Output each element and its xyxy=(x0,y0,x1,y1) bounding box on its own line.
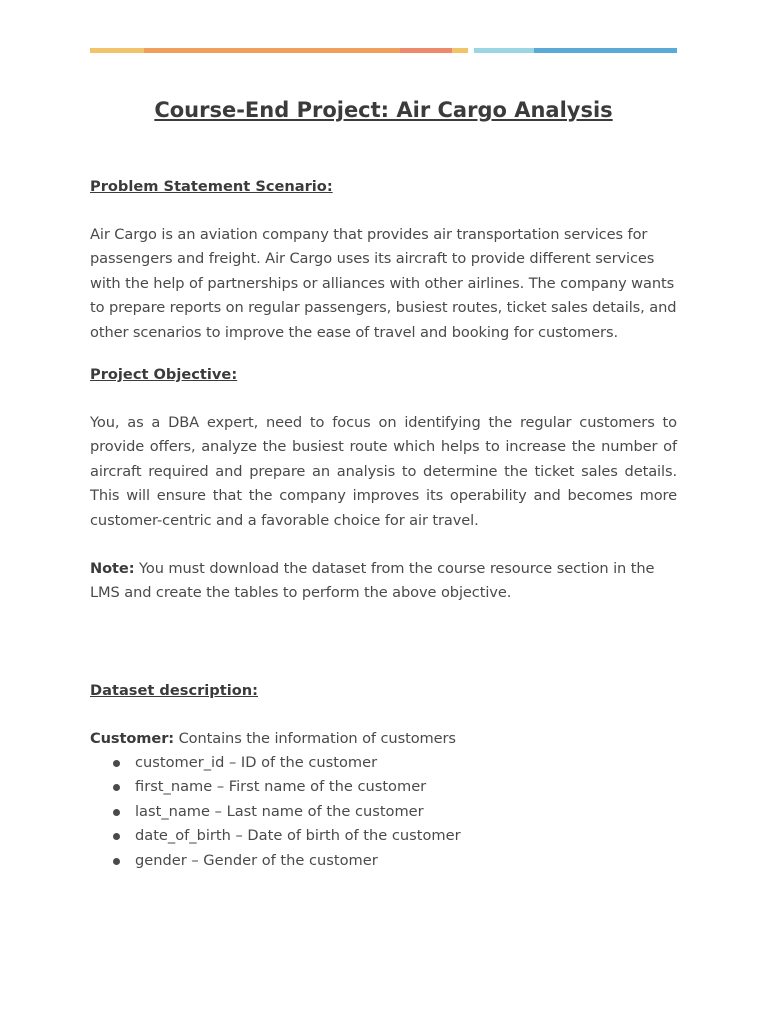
list-item xyxy=(90,824,461,848)
header-bar-segment-2 xyxy=(144,48,400,53)
header-bar-segment-3 xyxy=(400,48,452,53)
customer-attribute-list xyxy=(90,751,461,873)
page-title: Course-End Project: Air Cargo Analysis xyxy=(154,98,613,122)
header-bar-segment-6 xyxy=(534,48,677,53)
note-paragraph xyxy=(90,557,677,606)
customer-label: Customer: xyxy=(90,730,175,747)
dataset-description-heading: Dataset description: xyxy=(90,682,258,699)
bullet-icon xyxy=(113,858,120,865)
problem-statement-text: Air Cargo is an aviation company that provides air transportation services for passengers and freight. Air Cargo uses its aircraft to provide different services with the help of partnerships or alliances with other airlines. The company wants to prepare reports on regular passengers, busiest routes, ticket sales details, and other scenarios to improve the ease of travel and booking for customers. xyxy=(90,226,677,341)
bullet-icon xyxy=(113,784,120,791)
customer-description xyxy=(90,727,677,751)
list-item xyxy=(90,751,461,775)
note-text: You must download the dataset from the course resource section in the LMS and create the tables to perform the above objective. xyxy=(90,560,655,602)
attribute-text: date_of_birth – Date of birth of the customer xyxy=(135,827,461,845)
list-item xyxy=(90,775,461,799)
attribute-text: gender – Gender of the customer xyxy=(135,851,378,869)
bullet-icon xyxy=(113,760,120,767)
attribute-text: first_name – First name of the customer xyxy=(135,778,427,796)
attribute-text: customer_id – ID of the customer xyxy=(135,754,378,771)
header-bar-segment-1 xyxy=(90,48,144,53)
note-label: Note: xyxy=(90,560,135,577)
list-item xyxy=(90,849,461,873)
list-item xyxy=(90,800,461,824)
customer-text: Contains the information of customers xyxy=(174,730,456,747)
bullet-icon xyxy=(113,833,120,840)
header-bar-segment-5 xyxy=(474,48,534,53)
project-objective-text: You, as a DBA expert, need to focus on identifying the regular customers to provide offers, analyze the busiest route which helps to increase the number of aircraft required and prepare an analysis to determine the ticket sales details. This will ensure that the company improves its operability and becomes more customer-centric and a favorable choice for air travel. xyxy=(90,414,677,529)
attribute-text: last_name – Last name of the customer xyxy=(135,802,424,820)
project-objective-heading: Project Objective: xyxy=(90,366,238,383)
problem-statement-heading: Problem Statement Scenario: xyxy=(90,178,333,195)
bullet-icon xyxy=(113,809,120,816)
header-bar-segment-4 xyxy=(452,48,468,53)
